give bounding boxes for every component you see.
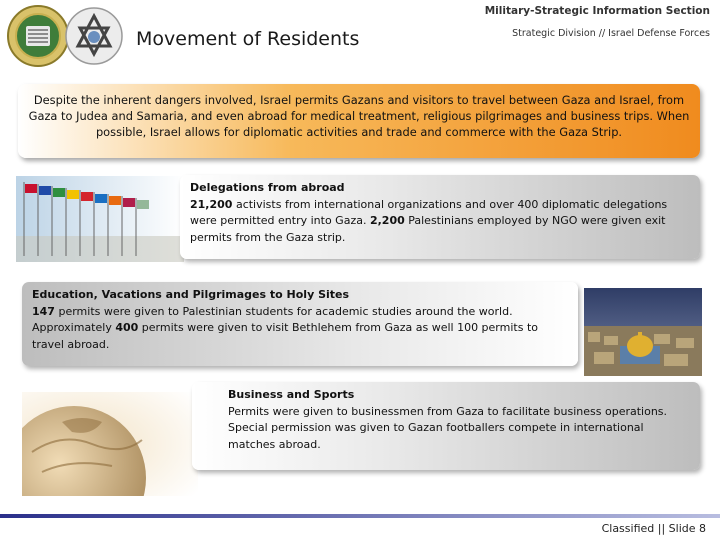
jerusalem-photo [584,288,702,376]
intro-banner [18,84,700,158]
education-students-count: 147 [32,304,55,318]
delegations-heading: Delegations from abroad [190,181,345,194]
division-emblem [64,6,124,66]
education-text-2: permits were given to visit Bethlehem from Gaza as well 100 permits to travel abroad. [32,321,538,351]
education-text-1: permits were given to Palestinian students for academic studies around the world. Approximately [32,304,513,334]
delegations-text-1: activists from international organizations and over 400 diplomatic delegations were permitted entry into Gaza. [190,197,668,227]
intro-text: Despite the inherent dangers involved, Israel permits Gazans and visitors to travel between Gaza and Israel, from Gaza to Judea and Samaria, and even abroad for medical treatment, religious pilgrimages and business trips. When possible, Israel allows for diplomatic activities and trade and commerce with the Gaza Strip. [28,93,690,139]
delegations-box [180,175,700,259]
delegations-text-2: Palestinians employed by NGO were given exit permits from the Gaza strip. [190,214,666,244]
education-heading: Education, Vacations and Pilgrimages to Holy Sites [32,288,350,301]
division-name: Strategic Division // Israel Defense Forces [512,28,710,39]
education-bethlehem-count: 400 [115,321,139,334]
business-text: Permits were given to businessmen from Gaza to facilitate business operations. Special permission was given to Gazan footballers compete in international matches abroad. [228,404,668,451]
section-name: Military-Strategic Information Section [484,5,710,17]
delegations-ngo-count: 2,200 [369,214,405,227]
flags-photo [16,176,184,262]
page-title: Movement of Residents [136,28,360,50]
business-box [192,382,700,470]
footer-bar [0,514,720,518]
globe-photo [22,392,198,496]
slide-footer: Classified || Slide 8 [601,522,706,535]
education-box [22,282,578,366]
delegations-activists-count: 21,200 [190,197,233,211]
business-heading: Business and Sports [228,388,355,401]
military-intelligence-emblem [6,4,70,68]
